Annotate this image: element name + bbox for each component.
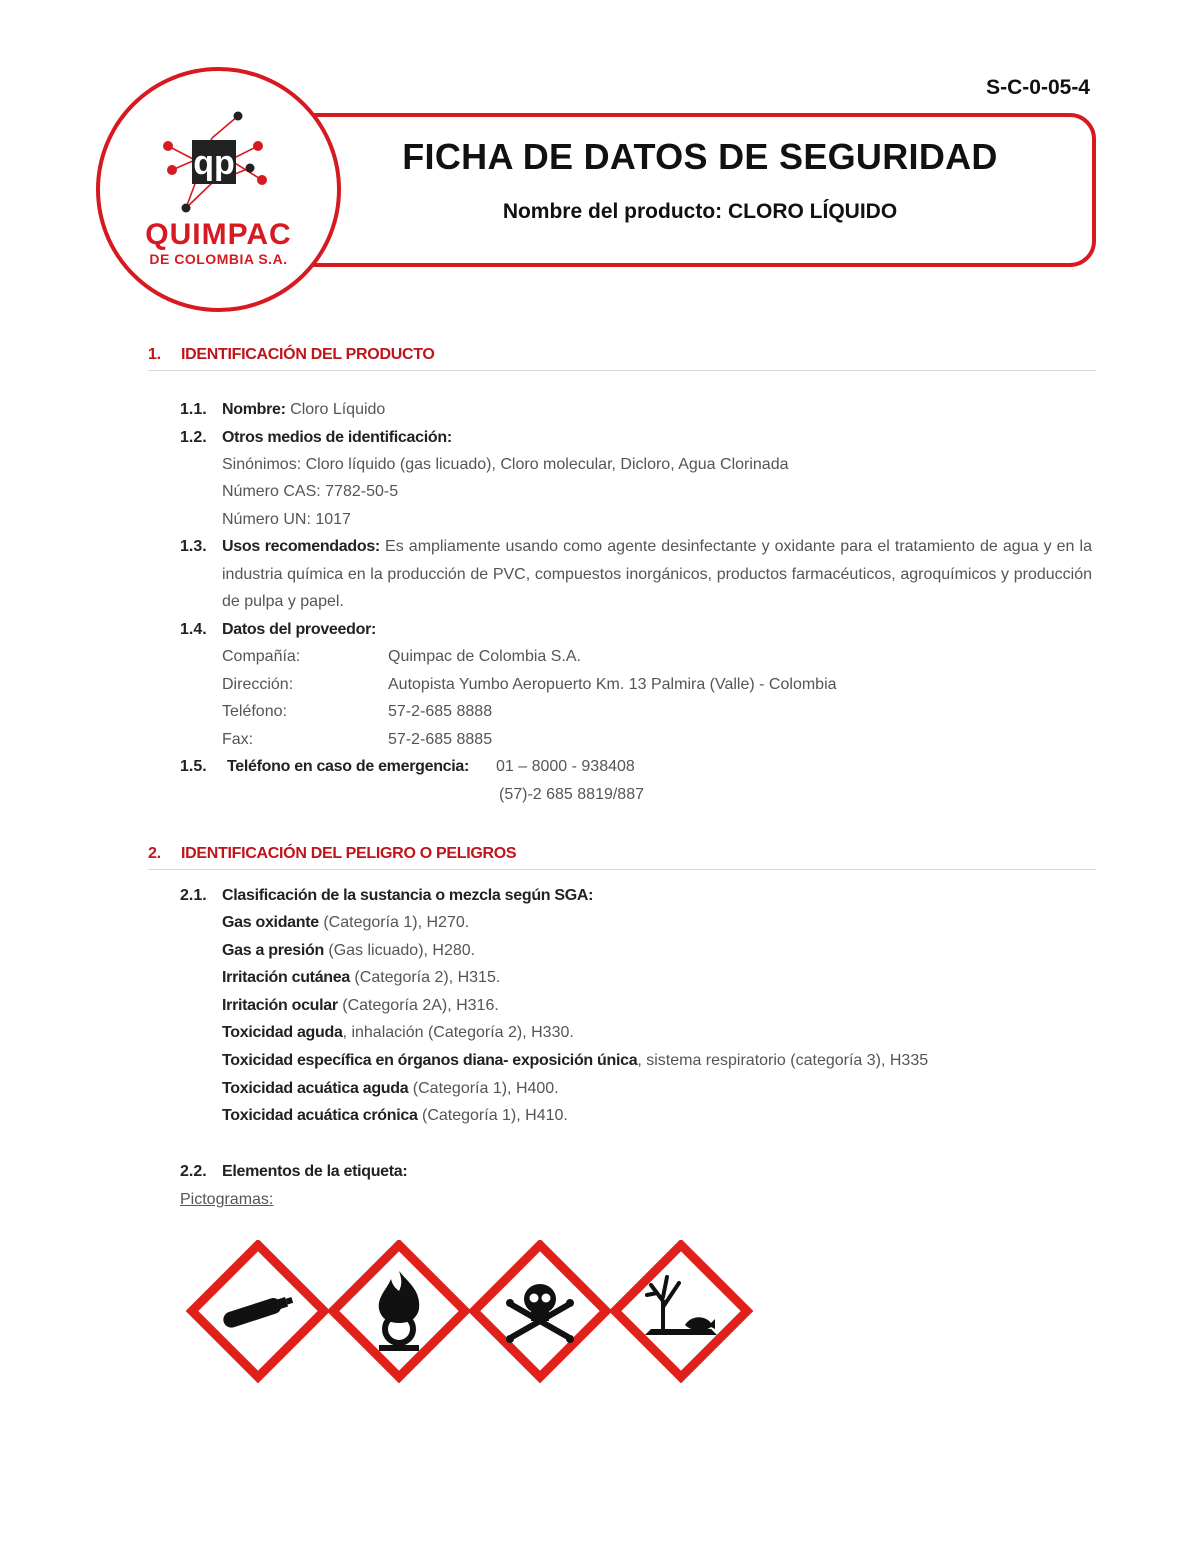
- supplier-key: Dirección:: [222, 676, 294, 693]
- product-label: Nombre del producto:: [502, 200, 723, 223]
- item-1-1-number: 1.1.: [180, 401, 207, 418]
- hazard-item: Irritación ocular (Categoría 2A), H316.: [222, 997, 499, 1014]
- supplier-key: Fax:: [222, 731, 254, 748]
- hazard-item: Toxicidad aguda, inhalación (Categoría 2), H330.: [222, 1024, 574, 1041]
- product-name: CLORO LÍQUIDO: [728, 200, 898, 223]
- product-name-line: [330, 200, 1070, 224]
- page-title: FICHA DE DATOS DE SEGURIDAD: [402, 136, 998, 177]
- item-1-3-number: 1.3.: [180, 538, 207, 555]
- svg-text:qp: qp: [193, 144, 235, 182]
- classification-label: Clasificación de la sustancia o mezcla según SGA:: [222, 887, 594, 904]
- logo-name: QUIMPAC: [145, 218, 292, 251]
- item-1-2-number: 1.2.: [180, 429, 207, 446]
- item-2-2-number: 2.2.: [180, 1163, 207, 1180]
- section-2-divider: [148, 869, 1096, 870]
- section-2-title: 2. IDENTIFICACIÓN DEL PELIGRO O PELIGROS: [148, 845, 517, 862]
- supplier-value: Autopista Yumbo Aeropuerto Km. 13 Palmira (Valle) - Colombia: [388, 676, 837, 693]
- emergency-phone-2: (57)-2 685 8819/887: [499, 786, 644, 803]
- supplier-value: Quimpac de Colombia S.A.: [388, 648, 581, 665]
- hazard-item: Gas a presión (Gas licuado), H280.: [222, 942, 476, 959]
- emergency-label: Teléfono en caso de emergencia:: [227, 758, 470, 775]
- hazard-item: Gas oxidante (Categoría 1), H270.: [222, 914, 470, 931]
- logo-subtitle: DE COLOMBIA S.A.: [149, 251, 288, 267]
- supplier-label: Datos del proveedor:: [222, 621, 377, 638]
- hazard-item: Toxicidad específica en órganos diana- exposición única, sistema respiratorio (categoría 3), H335: [222, 1052, 929, 1069]
- hazard-item: Toxicidad acuática crónica (Categoría 1), H410.: [222, 1107, 568, 1124]
- flame-over-circle-icon: [333, 1245, 465, 1377]
- molecule-logo-icon: [150, 108, 280, 218]
- section-1-title: 1. IDENTIFICACIÓN DEL PRODUCTO: [148, 346, 435, 363]
- item-2-1-number: 2.1.: [180, 887, 207, 904]
- ghs-pictograms: [186, 1240, 756, 1385]
- environment-icon: [615, 1245, 747, 1377]
- synonyms: Sinónimos: Cloro líquido (gas licuado), Cloro molecular, Dicloro, Agua Clorinada: [222, 456, 789, 473]
- un-number: Número UN: 1017: [222, 511, 351, 528]
- skull-crossbones-icon: [474, 1245, 606, 1377]
- item-1-1: Nombre: Cloro Líquido: [222, 401, 386, 418]
- section-1-divider: [148, 370, 1096, 371]
- supplier-key: Compañía:: [222, 648, 301, 665]
- supplier-value: 57-2-685 8888: [388, 703, 493, 720]
- emergency-phone-1: 01 – 8000 - 938408: [496, 758, 635, 775]
- cas-number: Número CAS: 7782-50-5: [222, 483, 399, 500]
- pictograms-label: Pictogramas:: [180, 1191, 274, 1208]
- document-code: S-C-0-05-4: [986, 76, 1090, 99]
- gas-cylinder-icon: [192, 1245, 324, 1377]
- supplier-key: Teléfono:: [222, 703, 287, 720]
- hazard-item: Toxicidad acuática aguda (Categoría 1), H400.: [222, 1080, 559, 1097]
- item-1-4-number: 1.4.: [180, 621, 207, 638]
- item-1-2-label: Otros medios de identificación:: [222, 429, 452, 446]
- label-elements-title: Elementos de la etiqueta:: [222, 1163, 408, 1180]
- hazard-item: Irritación cutánea (Categoría 2), H315.: [222, 969, 501, 986]
- item-1-5-number: 1.5.: [180, 758, 207, 775]
- recommended-uses: Usos recomendados: Es ampliamente usando como agente desinfectante y oxidante para el tratamiento de agua y en la industria química en la producción de PVC, compuestos inorgánicos, productos farmacéuticos, agroquímicos y producción de pulpa y papel.: [222, 538, 1092, 610]
- supplier-value: 57-2-685 8885: [388, 731, 493, 748]
